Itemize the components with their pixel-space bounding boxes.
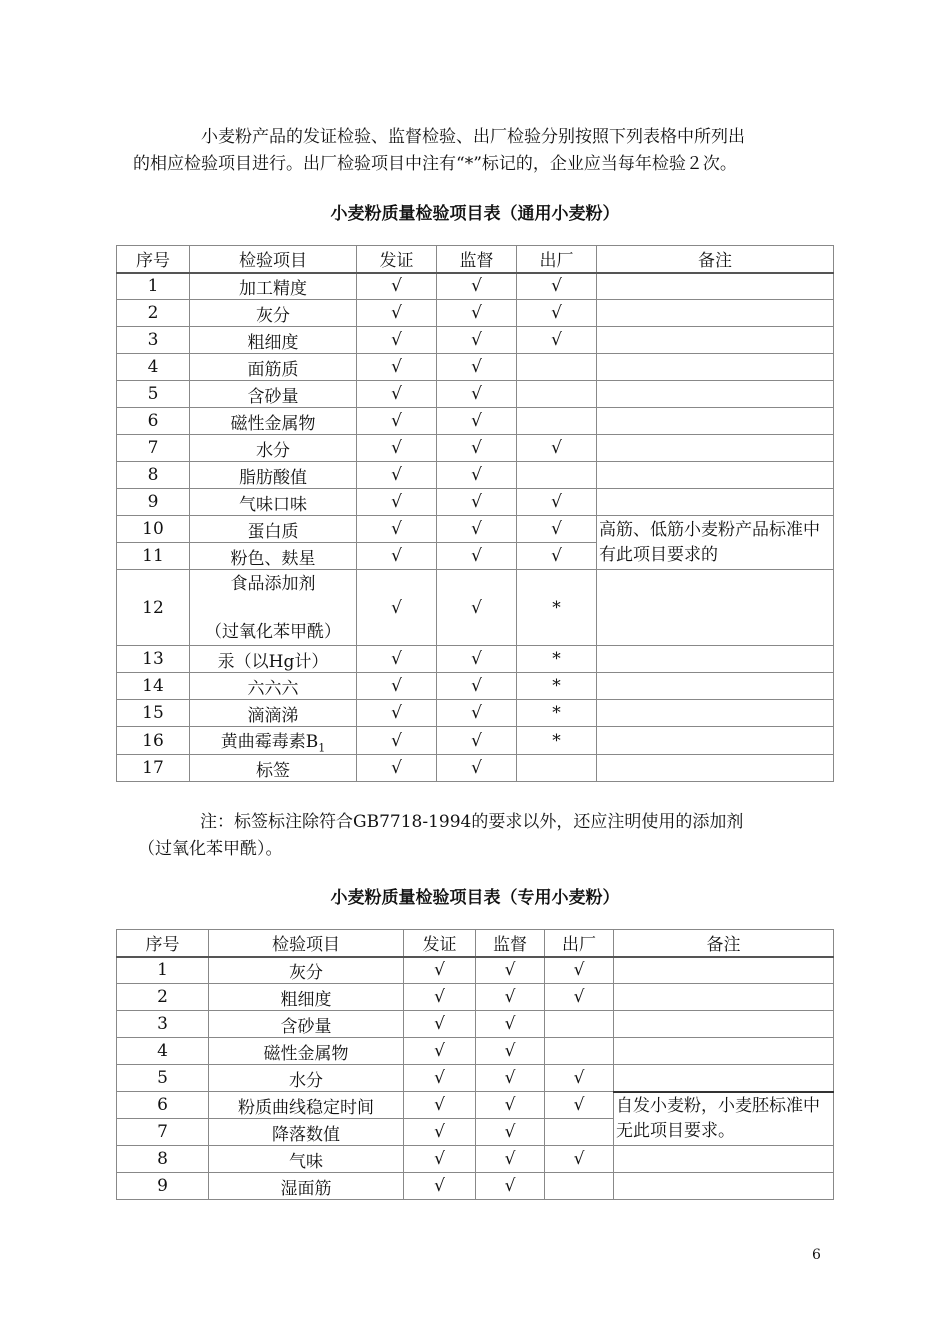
table-row bbox=[117, 354, 834, 381]
factory-check bbox=[545, 1173, 614, 1200]
remark-cell bbox=[614, 1038, 834, 1065]
license-check: √ bbox=[357, 516, 437, 543]
remark-cell bbox=[597, 300, 834, 327]
factory-check bbox=[545, 1119, 614, 1146]
remark-cell bbox=[597, 646, 834, 673]
header-license: 发证 bbox=[357, 246, 437, 273]
table-row bbox=[117, 1092, 834, 1119]
license-check: √ bbox=[404, 1092, 476, 1119]
item-cell: 粉色、麸星 bbox=[190, 543, 357, 570]
header-seq: 序号 bbox=[117, 930, 209, 957]
factory-check: √ bbox=[545, 984, 614, 1011]
item-cell: 灰分 bbox=[190, 300, 357, 327]
item-cell: 湿面筋 bbox=[209, 1173, 404, 1200]
table-row bbox=[117, 646, 834, 673]
supervision-check: √ bbox=[437, 435, 517, 462]
item-cell bbox=[190, 570, 357, 646]
supervision-check: √ bbox=[476, 1146, 545, 1173]
table-row bbox=[117, 273, 834, 300]
license-check: √ bbox=[357, 273, 437, 300]
remark-cell bbox=[614, 1011, 834, 1038]
license-check: √ bbox=[404, 957, 476, 984]
table-row bbox=[117, 462, 834, 489]
table1 bbox=[116, 245, 834, 782]
license-check: √ bbox=[404, 1173, 476, 1200]
supervision-check: √ bbox=[476, 1173, 545, 1200]
factory-check: √ bbox=[545, 1065, 614, 1092]
factory-check: * bbox=[517, 673, 597, 700]
remark-protein-note: 高筋、低筋小麦粉产品标准中有此项目要求的 bbox=[597, 516, 834, 570]
item-cell bbox=[190, 727, 357, 755]
table-row bbox=[117, 957, 834, 984]
table-row bbox=[117, 381, 834, 408]
item-cell: 粉质曲线稳定时间 bbox=[209, 1092, 404, 1119]
seq-cell: 6 bbox=[117, 408, 190, 435]
factory-check: * bbox=[517, 570, 597, 646]
item-cell: 水分 bbox=[190, 435, 357, 462]
table-row bbox=[117, 516, 834, 543]
header-license: 发证 bbox=[404, 930, 476, 957]
seq-cell: 6 bbox=[117, 1092, 209, 1119]
seq-cell: 1 bbox=[117, 957, 209, 984]
license-check: √ bbox=[357, 327, 437, 354]
remark-cell bbox=[614, 1146, 834, 1173]
table-row bbox=[117, 1146, 834, 1173]
supervision-check: √ bbox=[437, 489, 517, 516]
license-check: √ bbox=[357, 543, 437, 570]
table2-title: 小麦粉质量检验项目表（专用小麦粉） bbox=[330, 888, 620, 908]
license-check: √ bbox=[404, 1065, 476, 1092]
license-check: √ bbox=[357, 755, 437, 782]
remark-cell bbox=[597, 700, 834, 727]
table-row bbox=[117, 1173, 834, 1200]
seq-cell: 8 bbox=[117, 1146, 209, 1173]
supervision-check: √ bbox=[476, 957, 545, 984]
item-cell: 蛋白质 bbox=[190, 516, 357, 543]
remark-cell bbox=[597, 489, 834, 516]
supervision-check: √ bbox=[476, 1119, 545, 1146]
license-check: √ bbox=[357, 435, 437, 462]
supervision-check: √ bbox=[476, 1092, 545, 1119]
table-row bbox=[117, 1065, 834, 1092]
remark-cell bbox=[597, 755, 834, 782]
factory-check: √ bbox=[545, 1146, 614, 1173]
license-check: √ bbox=[357, 727, 437, 755]
seq-cell: 13 bbox=[117, 646, 190, 673]
remark-cell bbox=[597, 435, 834, 462]
item-cell: 面筋质 bbox=[190, 354, 357, 381]
seq-cell: 5 bbox=[117, 1065, 209, 1092]
supervision-check: √ bbox=[437, 727, 517, 755]
factory-check: * bbox=[517, 727, 597, 755]
seq-cell: 9 bbox=[117, 1173, 209, 1200]
supervision-check: √ bbox=[476, 1011, 545, 1038]
table-row bbox=[117, 327, 834, 354]
item-cell: 降落数值 bbox=[209, 1119, 404, 1146]
license-check: √ bbox=[404, 1146, 476, 1173]
table-row bbox=[117, 300, 834, 327]
license-check: √ bbox=[357, 489, 437, 516]
item-cell: 粗细度 bbox=[190, 327, 357, 354]
item-line-2: （过氧化苯甲酰） bbox=[205, 621, 341, 642]
factory-check bbox=[517, 354, 597, 381]
remark-cell bbox=[614, 1173, 834, 1200]
license-check: √ bbox=[357, 381, 437, 408]
supervision-check: √ bbox=[437, 462, 517, 489]
factory-check: √ bbox=[517, 435, 597, 462]
seq-cell: 4 bbox=[117, 354, 190, 381]
table-row bbox=[117, 984, 834, 1011]
license-check: √ bbox=[404, 1119, 476, 1146]
remark-cell bbox=[597, 273, 834, 300]
item-cell: 加工精度 bbox=[190, 273, 357, 300]
seq-cell: 4 bbox=[117, 1038, 209, 1065]
header-item: 检验项目 bbox=[209, 930, 404, 957]
table-row bbox=[117, 570, 834, 646]
item-cell: 磁性金属物 bbox=[190, 408, 357, 435]
remark-cell bbox=[597, 570, 834, 646]
intro-line-1: 小麦粉产品的发证检验、监督检验、出厂检验分别按照下列表格中所列出 bbox=[201, 127, 745, 147]
factory-check: * bbox=[517, 700, 597, 727]
footnote-line-1: 注：标签标注除符合GB7718-1994的要求以外，还应注明使用的添加剂 bbox=[200, 812, 744, 832]
seq-cell: 17 bbox=[117, 755, 190, 782]
table2 bbox=[116, 929, 834, 1200]
header-remark: 备注 bbox=[614, 930, 834, 957]
seq-cell: 5 bbox=[117, 381, 190, 408]
footnote bbox=[138, 809, 838, 863]
license-check: √ bbox=[404, 1038, 476, 1065]
item-cell: 水分 bbox=[209, 1065, 404, 1092]
table-row bbox=[117, 1038, 834, 1065]
table1-header-row bbox=[117, 246, 834, 273]
supervision-check: √ bbox=[437, 673, 517, 700]
aflatoxin-label: 黄曲霉毒素B bbox=[220, 732, 319, 752]
seq-cell: 12 bbox=[117, 570, 190, 646]
factory-check bbox=[517, 462, 597, 489]
factory-check: √ bbox=[517, 516, 597, 543]
supervision-check: √ bbox=[437, 381, 517, 408]
factory-check: √ bbox=[545, 1092, 614, 1119]
seq-cell: 16 bbox=[117, 727, 190, 755]
item-cell: 灰分 bbox=[209, 957, 404, 984]
seq-cell: 7 bbox=[117, 1119, 209, 1146]
table-row bbox=[117, 727, 834, 755]
table-row bbox=[117, 755, 834, 782]
header-factory: 出厂 bbox=[517, 246, 597, 273]
item-cell: 滴滴涕 bbox=[190, 700, 357, 727]
table-row bbox=[117, 700, 834, 727]
table-row bbox=[117, 435, 834, 462]
intro-paragraph bbox=[133, 124, 833, 178]
supervision-check: √ bbox=[476, 984, 545, 1011]
item-cell: 标签 bbox=[190, 755, 357, 782]
header-remark: 备注 bbox=[597, 246, 834, 273]
remark-cell bbox=[597, 354, 834, 381]
supervision-check: √ bbox=[437, 354, 517, 381]
seq-cell: 11 bbox=[117, 543, 190, 570]
remark-cell bbox=[597, 727, 834, 755]
item-cell: 含砂量 bbox=[190, 381, 357, 408]
license-check: √ bbox=[357, 300, 437, 327]
supervision-check: √ bbox=[476, 1065, 545, 1092]
seq-cell: 15 bbox=[117, 700, 190, 727]
remark-cell bbox=[614, 957, 834, 984]
table-row bbox=[117, 489, 834, 516]
table-row bbox=[117, 673, 834, 700]
seq-cell: 7 bbox=[117, 435, 190, 462]
supervision-check: √ bbox=[437, 327, 517, 354]
item-cell: 脂肪酸值 bbox=[190, 462, 357, 489]
supervision-check: √ bbox=[437, 543, 517, 570]
license-check: √ bbox=[357, 408, 437, 435]
table1-title: 小麦粉质量检验项目表（通用小麦粉） bbox=[330, 204, 620, 224]
header-item: 检验项目 bbox=[190, 246, 357, 273]
item-cell: 气味口味 bbox=[190, 489, 357, 516]
item-cell: 汞（以Hg计） bbox=[190, 646, 357, 673]
seq-cell: 14 bbox=[117, 673, 190, 700]
page-number: 6 bbox=[812, 1247, 821, 1263]
supervision-check: √ bbox=[437, 408, 517, 435]
seq-cell: 3 bbox=[117, 327, 190, 354]
intro-line-2: 的相应检验项目进行。出厂检验项目中注有“*”标记的，企业应当每年检验２次。 bbox=[133, 154, 737, 174]
supervision-check: √ bbox=[437, 646, 517, 673]
remark-cell bbox=[597, 673, 834, 700]
item-cell: 粗细度 bbox=[209, 984, 404, 1011]
factory-check: √ bbox=[545, 957, 614, 984]
seq-cell: 10 bbox=[117, 516, 190, 543]
factory-check: √ bbox=[517, 543, 597, 570]
remark-cell bbox=[614, 1065, 834, 1092]
license-check: √ bbox=[404, 984, 476, 1011]
supervision-check: √ bbox=[476, 1038, 545, 1065]
remark-cell bbox=[597, 408, 834, 435]
factory-check: √ bbox=[517, 327, 597, 354]
supervision-check: √ bbox=[437, 700, 517, 727]
factory-check: √ bbox=[517, 273, 597, 300]
factory-check: √ bbox=[517, 300, 597, 327]
seq-cell: 2 bbox=[117, 984, 209, 1011]
remark-cell bbox=[597, 327, 834, 354]
seq-cell: 8 bbox=[117, 462, 190, 489]
license-check: √ bbox=[357, 462, 437, 489]
header-seq: 序号 bbox=[117, 246, 190, 273]
table-row bbox=[117, 1011, 834, 1038]
seq-cell: 9 bbox=[117, 489, 190, 516]
factory-check bbox=[545, 1038, 614, 1065]
seq-cell: 2 bbox=[117, 300, 190, 327]
table-row bbox=[117, 408, 834, 435]
item-cell: 含砂量 bbox=[209, 1011, 404, 1038]
factory-check bbox=[517, 408, 597, 435]
factory-check bbox=[517, 755, 597, 782]
table2-header-row bbox=[117, 930, 834, 957]
seq-cell: 1 bbox=[117, 273, 190, 300]
remark-cell bbox=[597, 381, 834, 408]
license-check: √ bbox=[357, 570, 437, 646]
license-check: √ bbox=[404, 1011, 476, 1038]
license-check: √ bbox=[357, 646, 437, 673]
seq-cell: 3 bbox=[117, 1011, 209, 1038]
item-cell: 六六六 bbox=[190, 673, 357, 700]
supervision-check: √ bbox=[437, 300, 517, 327]
license-check: √ bbox=[357, 700, 437, 727]
factory-check bbox=[545, 1011, 614, 1038]
supervision-check: √ bbox=[437, 570, 517, 646]
header-supervision: 监督 bbox=[476, 930, 545, 957]
footnote-line-2: （过氧化苯甲酰）。 bbox=[138, 839, 283, 859]
item-line-1: 食品添加剂 bbox=[230, 573, 316, 594]
remark-cell bbox=[597, 462, 834, 489]
factory-check bbox=[517, 381, 597, 408]
remark-cell bbox=[614, 984, 834, 1011]
license-check: √ bbox=[357, 354, 437, 381]
header-supervision: 监督 bbox=[437, 246, 517, 273]
aflatoxin-subscript: 1 bbox=[318, 741, 326, 755]
supervision-check: √ bbox=[437, 755, 517, 782]
item-cell: 气味 bbox=[209, 1146, 404, 1173]
factory-check: √ bbox=[517, 489, 597, 516]
factory-check: * bbox=[517, 646, 597, 673]
supervision-check: √ bbox=[437, 273, 517, 300]
supervision-check: √ bbox=[437, 516, 517, 543]
header-factory: 出厂 bbox=[545, 930, 614, 957]
item-cell: 磁性金属物 bbox=[209, 1038, 404, 1065]
license-check: √ bbox=[357, 673, 437, 700]
remark-self-rising-note: 自发小麦粉，小麦胚标准中无此项目要求。 bbox=[614, 1092, 834, 1146]
